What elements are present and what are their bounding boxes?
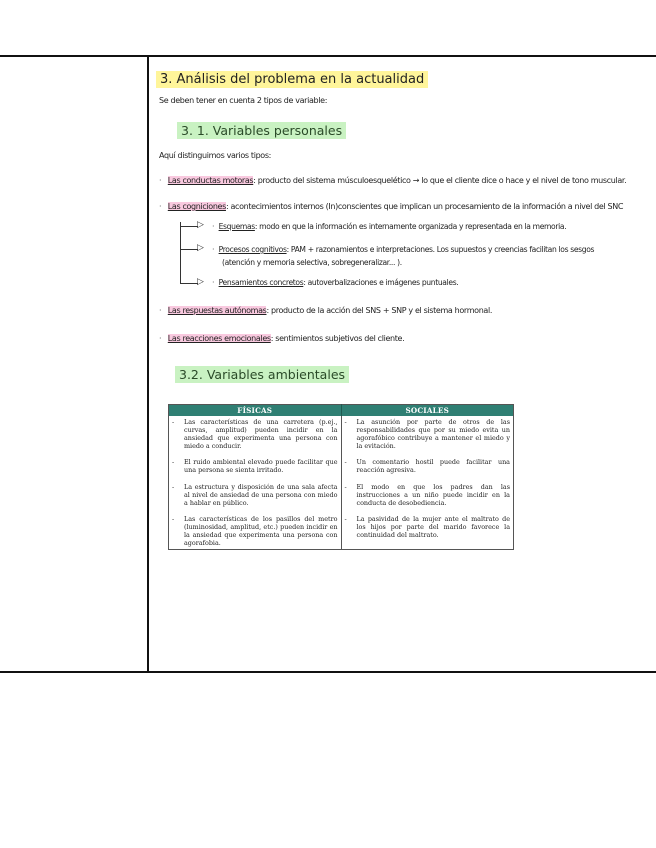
bullet-icon: · <box>212 222 219 231</box>
column-divider <box>147 56 149 672</box>
tree-branch-2 <box>180 249 198 250</box>
bullet-icon: · <box>212 278 219 287</box>
list-item-reacciones <box>159 334 404 343</box>
bullet-icon: · <box>159 334 168 343</box>
arrow-icon: ▷ <box>197 277 204 287</box>
sub-item-procesos <box>212 245 594 254</box>
section-heading: 3. Análisis del problema en la actualidad <box>156 71 428 88</box>
term-pensamientos: Pensamientos concretos <box>218 278 304 287</box>
sub-item-pensamientos <box>212 278 458 287</box>
cell-text: Las características de los pasillos del metro (luminosidad, amplitud, etc.) pueden incidir en la ansiedad que experimenta una persona con agorafobia. <box>184 514 338 548</box>
tree-branch-1 <box>180 226 198 227</box>
bullet-icon: · <box>159 176 168 185</box>
sub-item-esquemas <box>212 222 566 231</box>
table-cell: - El modo en que los padres dan las instrucciones a un niño puede incidir en la conducta de desobediencia. <box>344 482 510 507</box>
table-cell: - Las características de una carretera (p.ej., curvas, amplitud) pueden incidir en la ansiedad que experimenta una persona con miedo a conducir. <box>172 418 338 451</box>
list-item-conductas <box>159 176 626 185</box>
text-conductas: : producto del sistema músculoesquelético → lo que el cliente dice o hace y el nivel de tono muscular. <box>253 176 627 185</box>
cell-text: El ruido ambiental elevado puede facilitar que una persona se sienta irritado. <box>184 458 338 475</box>
text-cogniciones: : acontecimientos internos (In)conscientes que implican un procesamiento de la información a nivel del SNC <box>225 202 624 211</box>
subsection-intro: Aquí distinguimos varios tipos: <box>159 151 272 160</box>
column-fisicas <box>169 416 342 550</box>
term-cogniciones: Las cogniciones <box>167 202 226 211</box>
cell-text: La estructura y disposición de una sala afecta al nivel de ansiedad de una persona con miedo a hablar en público. <box>184 482 338 507</box>
table-cell: - Las características de los pasillos del metro (luminosidad, amplitud, etc.) pueden incidir en la ansiedad que experimenta una persona con agorafobia. <box>172 514 338 548</box>
table-header-sociales: SOCIALES <box>341 405 514 417</box>
cell-text: La pasividad de la mujer ante el maltrato de los hijos por parte del marido favorece la continuidad del maltrato. <box>356 514 510 540</box>
table-cell: - La pasividad de la mujer ante el maltrato de los hijos por parte del marido favorece la continuidad del maltrato. <box>344 514 510 540</box>
text-respuestas: : producto de la acción del SNS + SNP y el sistema hormonal. <box>266 306 493 315</box>
top-rule <box>0 55 656 57</box>
text-pensamientos: : autoverbalizaciones e imágenes puntuales. <box>303 278 459 287</box>
bullet-icon: · <box>212 245 219 254</box>
table-cell: - El ruido ambiental elevado puede facilitar que una persona se sienta irritado. <box>172 458 338 475</box>
term-respuestas: Las respuestas autónomas <box>167 306 267 315</box>
section-intro: Se deben tener en cuenta 2 tipos de variable: <box>159 96 328 105</box>
list-item-cogniciones <box>159 202 623 211</box>
bottom-rule <box>0 671 656 673</box>
term-conductas: Las conductas motoras <box>167 176 254 185</box>
list-item-respuestas <box>159 306 492 315</box>
table-header-fisicas: FÍSICAS <box>169 405 342 417</box>
cell-text: Un comentario hostil puede facilitar una reacción agresiva. <box>356 458 510 475</box>
term-procesos: Procesos cognitivos <box>218 245 287 254</box>
term-esquemas: Esquemas <box>218 222 255 231</box>
bullet-icon: · <box>159 202 168 211</box>
cell-text: El modo en que los padres dan las instrucciones a un niño puede incidir en la conducta de desobediencia. <box>356 482 510 507</box>
subsection-heading-personales: 3. 1. Variables personales <box>177 122 346 139</box>
tree-connector <box>180 222 181 284</box>
tree-branch-3 <box>180 283 198 284</box>
sub-item-procesos-cont: (atención y memoria selectiva, sobregeneralizar... ). <box>222 258 402 267</box>
text-reacciones: : sentimientos subjetivos del cliente. <box>270 334 405 343</box>
table-cell: - La asunción por parte de otros de las responsabilidades que por su miedo evita un agorafóbico contribuye a mantener el miedo y la evitación. <box>344 418 510 451</box>
variables-table <box>168 404 514 550</box>
subsection-heading-ambientales: 3.2. Variables ambientales <box>175 366 349 383</box>
term-reacciones: Las reacciones emocionales <box>167 334 271 343</box>
table-cell: - Un comentario hostil puede facilitar una reacción agresiva. <box>344 458 510 475</box>
arrow-icon: ▷ <box>197 220 204 230</box>
text-procesos: : PAM + razonamientos e interpretaciones. Los supuestos y creencias facilitan los sesgos <box>286 245 595 254</box>
table-cell: - La estructura y disposición de una sala afecta al nivel de ansiedad de una persona con miedo a hablar en público. <box>172 482 338 507</box>
cell-text: Las características de una carretera (p.ej., curvas, amplitud) pueden incidir en la ansiedad que experimenta una persona con miedo a conducir. <box>184 418 338 451</box>
text-esquemas: : modo en que la información es internamente organizada y representada en la memoria. <box>254 222 567 231</box>
column-sociales <box>341 416 514 550</box>
cell-text: La asunción por parte de otros de las responsabilidades que por su miedo evita un agorafóbico contribuye a mantener el miedo y la evitación. <box>356 418 510 451</box>
bullet-icon: · <box>159 306 168 315</box>
arrow-icon: ▷ <box>197 243 204 253</box>
